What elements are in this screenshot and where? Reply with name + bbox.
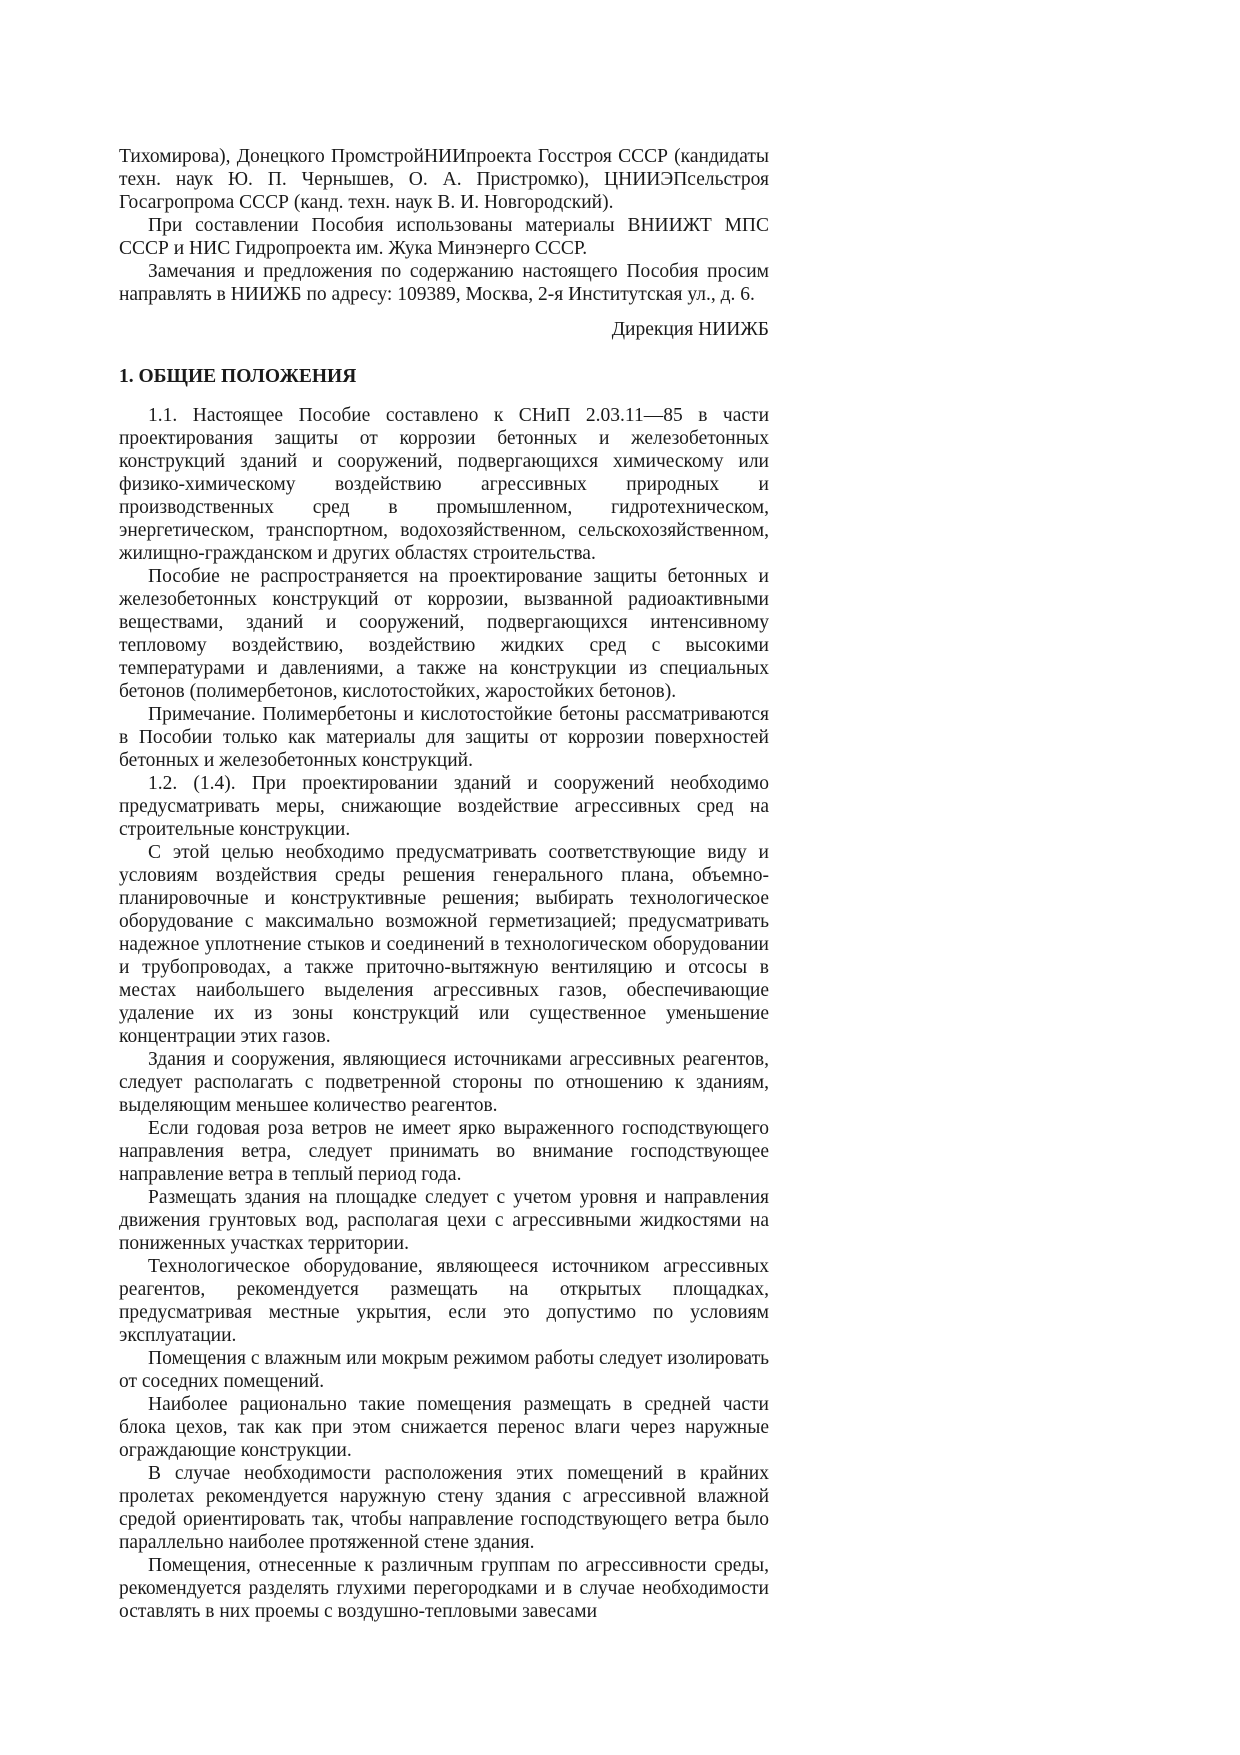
intro-paragraph: При составлении Пособия использованы материалы ВНИИЖТ МПС СССР и НИС Гидропроекта им. Жука Минэнерго СССР. xyxy=(119,215,769,259)
intro-paragraph: Замечания и предложения по содержанию настоящего Пособия просим направлять в НИИЖБ по адресу: 109389, Москва, 2-я Институтская ул., д. 6. xyxy=(119,261,769,305)
section-paragraph: Размещать здания на площадке следует с учетом уровня и направления движения грунтовых вод, располагая цехи с агрессивными жидкостями на пониженных участках территории. xyxy=(119,1187,769,1254)
section-paragraph: Помещения, отнесенные к различным группам по агрессивности среды, рекомендуется разделять глухими перегородками и в случае необходимости оставлять в них проемы с воздушно-тепловыми завесами xyxy=(119,1555,769,1622)
section-paragraph: Помещения с влажным или мокрым режимом работы следует изолировать от соседних помещений. xyxy=(119,1348,769,1392)
section-paragraph: 1.2. (1.4). При проектировании зданий и сооружений необходимо предусматривать меры, снижающие воздействие агрессивных сред на строительные конструкции. xyxy=(119,773,769,840)
section-paragraph: Здания и сооружения, являющиеся источниками агрессивных реагентов, следует располагать с подветренной стороны по отношению к зданиям, выделяющим меньшее количество реагентов. xyxy=(119,1049,769,1116)
section-paragraph: 1.1. Настоящее Пособие составлено к СНиП 2.03.11—85 в части проектирования защиты от коррозии бетонных и железобетонных конструкций зданий и сооружений, подвергающихся химическому или физико-химическому воздействию агрессивных природных и производственных сред в промышленном, гидротехническом, энергетическом, транспортном, водохозяйственном, сельскохозяйственном, жилищно-гражданском и других областях строительства. xyxy=(119,405,769,564)
section-paragraph: В случае необходимости расположения этих помещений в крайних пролетах рекомендуется наружную стену здания с агрессивной влажной средой ориентировать так, чтобы направление господствующего ветра было параллельно наиболее протяженной стене здания. xyxy=(119,1463,769,1553)
section-paragraph: Наиболее рационально такие помещения размещать в средней части блока цехов, так как при этом снижается перенос влаги через наружные ограждающие конструкции. xyxy=(119,1394,769,1461)
section-paragraph: Если годовая роза ветров не имеет ярко выраженного господствующего направления ветра, следует принимать во внимание господствующее направление ветра в теплый период года. xyxy=(119,1118,769,1185)
document-page xyxy=(119,145,769,1623)
signature: Дирекция НИИЖБ xyxy=(611,319,769,340)
section-general-provisions xyxy=(119,365,769,1623)
section-paragraph: С этой целью необходимо предусматривать соответствующие виду и условиям воздействия среды решения генерального плана, объемно-планировочные и конструктивные решения; выбирать технологическое оборудование с максимально возможной герметизацией; предусматривать надежное уплотнение стыков и соединений в технологическом оборудовании и трубопроводах, а также приточно-вытяжную вентиляцию и отсосы в местах наибольшего выделения агрессивных газов, обеспечивающие удаление их из зоны конструкций или существенное уменьшение концентрации этих газов. xyxy=(119,842,769,1047)
section-paragraph: Технологическое оборудование, являющееся источником агрессивных реагентов, рекомендуется размещать на открытых площадках, предусматривая местные укрытия, если это допустимо по условиям эксплуатации. xyxy=(119,1256,769,1346)
section-paragraph: Пособие не распространяется на проектирование защиты бетонных и железобетонных конструкций от коррозии, вызванной радиоактивными веществами, зданий и сооружений, подвергающихся интенсивному тепловому воздействию, воздействию жидких сред с высокими температурами и давлениями, а также на конструкции из специальных бетонов (полимербетонов, кислотостойких, жаростойких бетонов). xyxy=(119,566,769,702)
section-heading: 1. ОБЩИЕ ПОЛОЖЕНИЯ xyxy=(119,366,357,387)
intro-paragraph: Тихомирова), Донецкого ПромстройНИИпроекта Госстроя СССР (кандидаты техн. наук Ю. П. Чернышев, О. А. Пристромко), ЦНИИЭПсельстроя Госагропрома СССР (канд. техн. наук В. И. Новгородский). xyxy=(119,146,769,213)
intro-block xyxy=(119,145,769,341)
note-paragraph: Примечание. Полимербетоны и кислотостойкие бетоны рассматриваются в Пособии только как материалы для защиты от коррозии поверхностей бетонных и железобетонных конструкций. xyxy=(119,704,769,771)
